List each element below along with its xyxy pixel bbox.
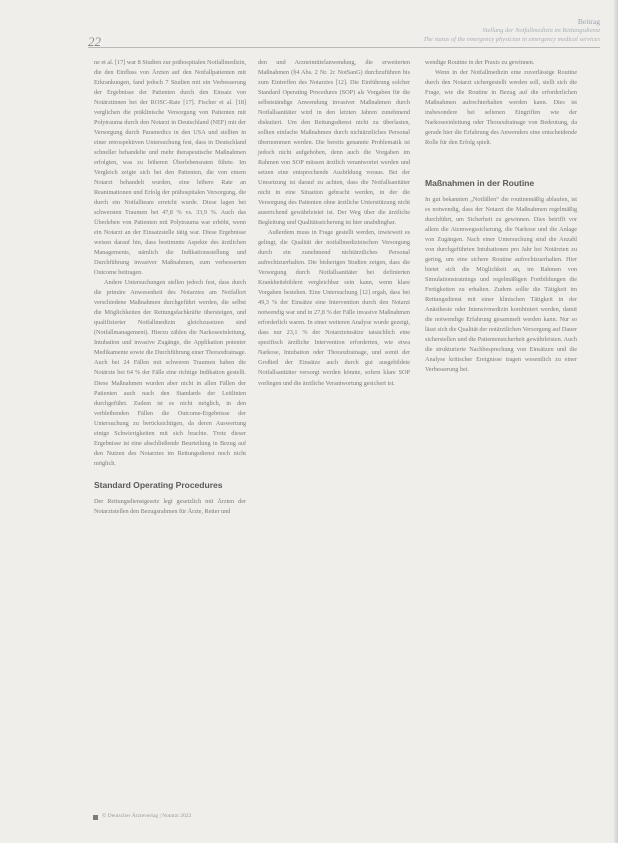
text-column-right (425, 58, 577, 375)
footer-marker-icon (93, 815, 98, 820)
paragraph: Wenn in der Notfallmedizin eine zuverlässige Routine durch den Notarzt sichergestellt werden soll, stellt sich die Frage, wie die Routine in Bezug auf die erforderlichen Maßnahmen aufrechterhalten werden kann. Dies ist insbesondere bei seltenen Eingriffen wie der Narkoseeinleitung oder Thoraxdrainage von Bedeutung, da gerade hier die Erfahrung des Anwenders eine entscheidende Rolle für den Erfolg spielt. (425, 69, 577, 147)
header-divider (88, 47, 600, 48)
paragraph: Andere Untersuchungen stellen jedoch fest, dass durch die primäre Anwesenheit des Notarztes am Notfallort verschiedene Maßnahmen durchgeführt werden, die selbst die Möglichkeiten der Rettungsfachkräfte übersteigen, und qualifizierter Notfallmedizin gleichzusetzen sind (Notfallmanagement). Hierzu zählen die Narkoseeinleitung, Intubation und invasive Zugänge, die Applikation potenter Medikamente sowie die Durchführung einer Thoraxdrainage. Auch bei 24 Fällen mit schweren Traumen haben die Notärzte bei 64 % der Fälle eine richtige Indikation gestellt. Diese Maßnahmen wurden aber nicht in allen Fällen der Patienten auch nach den Standards der Leitlinien durchgeführt. Zudem ist es nicht möglich, in den verbleibenden Fällen die Outcome-Ergebnisse der Untersuchung zu berücksichtigen, da deren Auswertung einige Schwierigkeiten mit sich brachte. Trotz dieser Ergebnisse ist eine abschließende Beurteilung in Bezug auf den Nutzen des Notarztes im Rettungsdienst noch nicht möglich. (94, 279, 246, 467)
running-header (300, 17, 600, 44)
footer-copyright: © Deutscher Ärzteverlag | Notarzt 2022 (102, 813, 192, 819)
section-heading-sop: Standard Operating Procedures (94, 479, 223, 490)
paragraph: Außerdem muss in Frage gestellt werden, inwieweit es gelingt, die Qualität der notfallmedizinischen Versorgung durch ein zunehmend nichtärztliches Personal aufrechtzuerhalten. Die bisherigen Studien zeigen, dass die Versorgung durch Notfallsanitäter bei definierten Krankheitsbildern vergleichbar sein kann, wenn klare Vorgaben bestehen. Eine Untersuchung [12] ergab, dass bei 49,3 % der Einsätze eine Intervention durch den Notarzt notwendig war und in 27,8 % der Fälle invasive Maßnahmen erforderlich waren. In einer weiteren Analyse wurde gezeigt, dass nur 23,1 % der Notarzteinsätze tatsächlich eine spezifisch ärztliche Intervention erforderten, wie etwa Narkose, Intubation oder Thoraxdrainage, und somit der Großteil der Einsätze auch durch gut ausgebildete Notfallsanitäter versorgt werden könnte, sofern klare SOP vorliegen und die ärztliche Verantwortung gesichert ist. (258, 229, 410, 387)
section-heading-routine: Maßnahmen in der Routine (425, 178, 535, 189)
page-number: 22 (88, 34, 101, 49)
page-edge-shadow (613, 0, 618, 843)
header-title-german: Stellung der Notfallmedizin im Rettungsdienst (482, 27, 600, 34)
paragraph: wendige Routine in der Praxis zu gewinnen. (425, 59, 535, 66)
header-section-label: Beitrag (577, 17, 600, 26)
header-title-english: The status of the emergency physician in emergency medical services (423, 36, 600, 43)
paragraph: ne et al. [17] war 8 Studien zur prähospitalen Notfallmedizin, die den Einfluss von Ärzten auf den Notfallpatienten mit Erkrankungen, fand jedoch 7 Studien mit ein Verbesserung der Ergebnisse der Patienten durch den Einsatz von Notärztinnen bei der ROSC-Rate [17]. Fischer et al. [18] verglichen die präklinische Versorgung von Patienten mit Polytrauma durch den Notarzt in Deutschland (NEF) mit der Versorgung durch Paramedics in den USA und stellten in einer retrospektiven Untersuchung fest, dass in Deutschland schneller behandelte und mehr therapeutische Maßnahmen erfolgten, was zu höheren Überlebensraten führte. Im Vergleich zeigte sich bei den Patienten, die von einem Notarzt behandelt wurden, eine höhere Rate an Reanimationen und Erfolg der prähospitalen Versorgung, die durch ein Notfallteam erreicht wurde. Diese lagen bei schwersten Traumen bei 47,8 % vs. 33,9 %. Auch das Überleben von Patienten mit Polytrauma war erhöht, wenn ein Notarzt an der Einsatzstelle tätig war. Diese Ergebnisse weisen darauf hin, dass bestimmte Aspekte des ärztlichen Managements, nämlich die Indikationsstellung und Durchführung invasiver Maßnahmen, zum verbesserten Outcome beitragen. (94, 59, 246, 277)
paragraph: In gut bekannten „Notfällen“ die routinemäßig ablaufen, ist es notwendig, dass der Notarzt die Maßnahmen regelmäßig durchführt, um Sicherheit zu gewinnen. Dies betrifft vor allem die Atemwegssicherung, die Narkose und die Anlage von Zugängen. Nach einer Untersuchung sind die Anzahl von durchgeführten Intubationen pro Jahr bei Notärzten zu gering, um eine sichere Routine aufrechtzuerhalten. Hier bietet sich die Möglichkeit an, im Rahmen von Simulationstrainings und regelmäßigen Fortbildungen die Fertigkeiten zu erhalten. Zudem sollte die Tätigkeit im Rettungsdienst mit einer klinischen Tätigkeit in der Anästhesie oder Intensivmedizin kombiniert werden, damit die notwendige Erfahrung gesammelt werden kann. Nur so lässt sich die Qualität der notärztlichen Versorgung auf Dauer sicherstellen und die Patientensicherheit gewährleisten. Auch die strukturierte Nachbesprechung von Einsätzen und die Analyse kritischer Ereignisse tragen wesentlich zu einer Verbesserung bei. (425, 196, 577, 374)
text-column-middle (258, 58, 410, 389)
paragraph: den und Arzneimittelanwendung, die erweiterten Maßnahmen (§4 Abs. 2 Nr. 2c NotSanG) durchzuführen bis zum Eintreffen des Notarztes [12]. Die Einführung solcher Standard Operating Procedures (SOP) als Vorgaben für die selbstständige Anwendung invasiver Maßnahmen durch Notfallsanitäter wird in den letzten Jahren zunehmend diskutiert. Um den Rettungsdienst nicht zu überlasten, sollten einfache Maßnahmen durch nichtärztliches Personal übernommen werden. Die bereits genannte Problematik ist jedoch nicht aufgehoben, denn auch die Vorgaben im Rahmen von SOP müssen ärztlich verantwortet werden und setzen eine entsprechende Ausbildung voraus. Bei der Umsetzung ist darauf zu achten, dass die Notfallsanitäter nicht in eine Situation gebracht werden, in der die Versorgung des Patienten ohne ärztliche Unterstützung nicht ausreichend gewährleistet ist. Der Weg über die ärztliche Begleitung und Qualitätssicherung ist hier unabdingbar. (258, 59, 410, 227)
paragraph: Der Rettungsdienstgesetz legt gesetzlich mit Ärzten der Notarztstellen den Bezugsrahmen für Ärzte, Retter und (94, 497, 246, 515)
text-column-left (94, 58, 246, 517)
